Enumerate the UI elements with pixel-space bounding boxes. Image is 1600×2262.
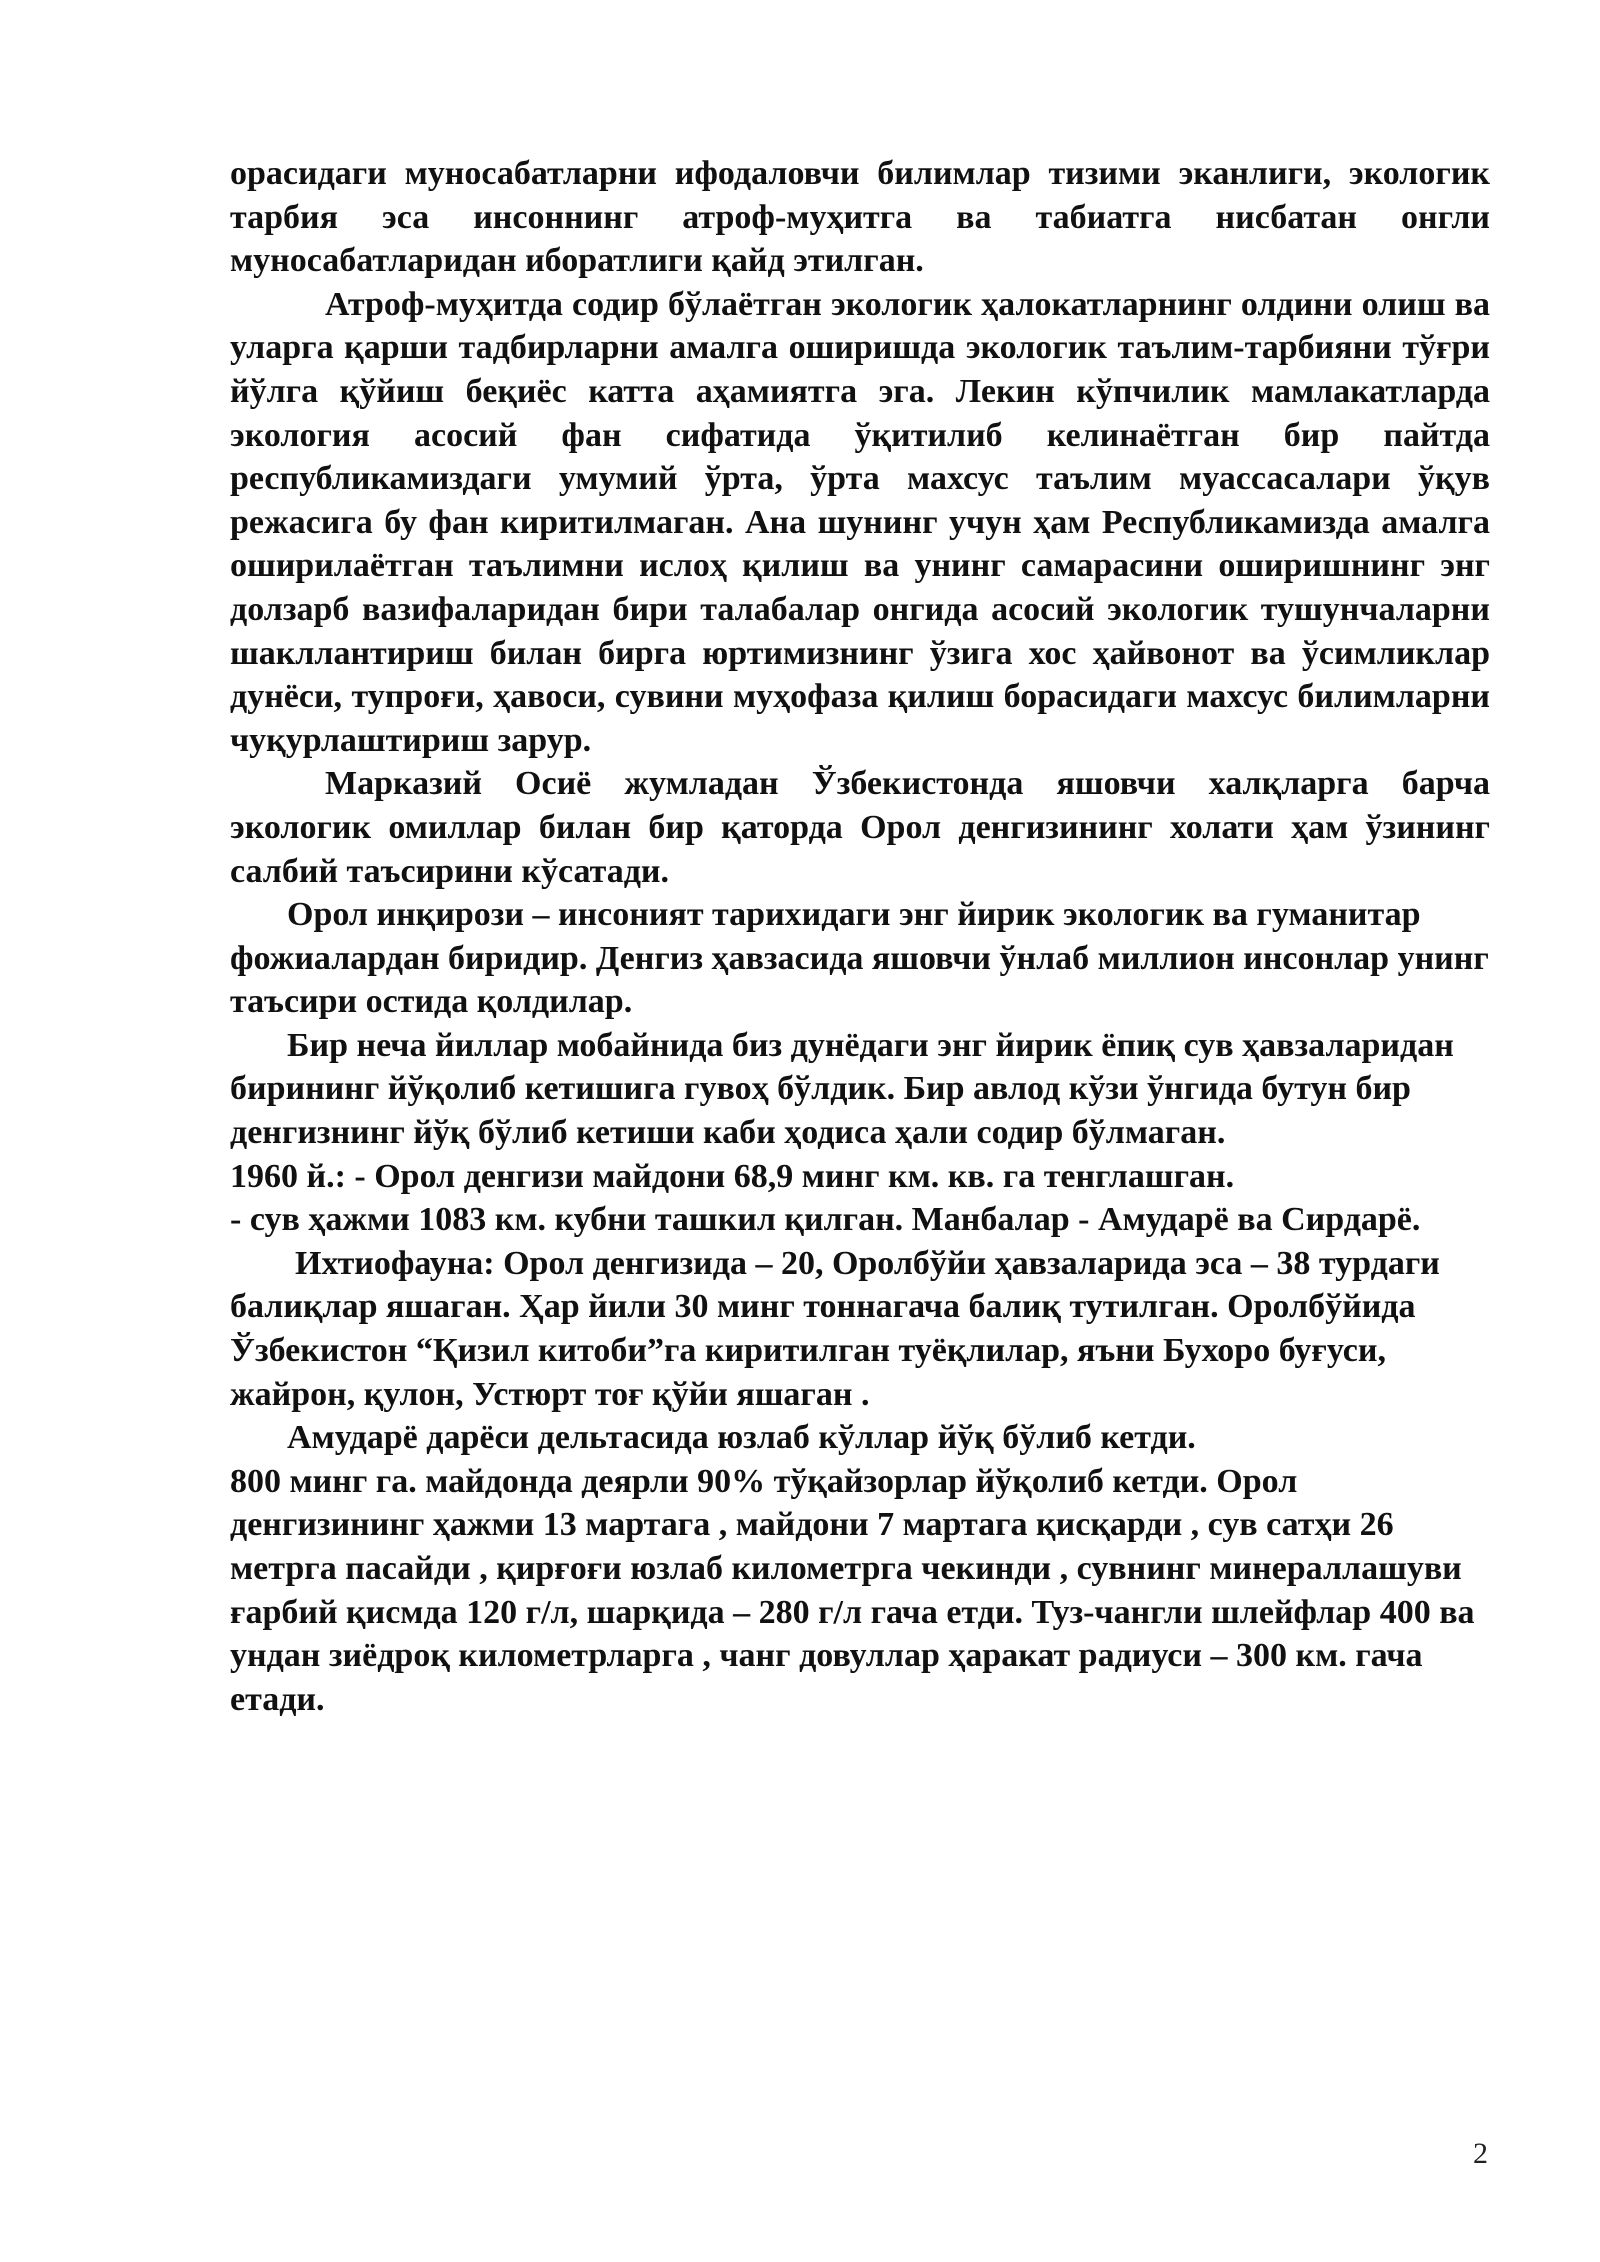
paragraph-ichthyofauna: Ихтиофауна: Орол денгизида – 20, Оролбўйи ҳавзаларида эса – 38 турдаги балиқлар яшаган. Ҳар йили 30 минг тоннагача балиқ тутилган. Оролбўйида Ўзбекистон “Қизил китоби”га киритилган туёқлилар, яъни Бухоро буғуси, жайрон, қулон, Устюрт тоғ қўйи яшаган . (230, 1244, 1440, 1413)
paragraph-statistics: 800 минг га. майдонда деярли 90% тўқайзорлар йўқолиб кетди. Орол денгизининг ҳажми 13 мартага , майдони 7 мартага қисқарди , сув сатҳи 26 метрга пасайди , қирғоғи юзлаб километрга чекинди , сувнинг минераллашуви ғарбий қисмда 120 г/л, шарқида – 280 г/л гача етди. Туз-чангли шлейфлар 400 ва ундан зиёдроқ километрларга , чанг довуллар ҳаракат радиуси – 300 км. гача етади. (230, 1462, 1475, 1718)
paragraph-amudarya-delta: Амударё дарёси дельтасида юзлаб кўллар йўқ бўлиб кетди. (287, 1419, 1196, 1457)
page-number: 2 (1473, 2137, 1488, 2170)
paragraph-disappearing-sea: Бир неча йиллар мобайнида биз дунёдаги энг йирик ёпиқ сув ҳавзаларидан бирининг йўқолиб кетишига гувоҳ бўлдик. Бир авлод кўзи ўнгида бутун бир денгизнинг йўқ бўлиб кетиши каби ҳодиса ҳали содир бўлмаган. (230, 1026, 1454, 1152)
paragraph-1960-area: 1960 й.: - Орол денгизи майдони 68,9 минг км. кв. га тенглашган. (230, 1157, 1235, 1195)
paragraph-environmental-education: Атроф-муҳитда содир бўлаётган экологик ҳалокатларнинг олдини олиш ва уларга қарши тадбирларни амалга оширишда экологик таълим-тарбияни тўғри йўлга қўйиш беқиёс катта аҳамиятга эга. Лекин кўпчилик мамлакатларда экология асосий фан сифатида ўқитилиб келинаётган бир пайтда республикамиздаги умумий ўрта, ўрта махсус таълим муассасалари ўқув режасига бу фан киритилмаган. Ана шунинг учун ҳам Республикамизда амалга оширилаётган таълимни ислоҳ қилиш ва унинг самарасини оширишнинг энг долзарб вазифаларидан бири талабалар онгида асосий экологик тушунчаларни шакллантириш билан бирга юртимизнинг ўзига хос ҳайвонот ва ўсимликлар дунёси, тупроғи, ҳавоси, сувини муҳофаза қилиш борасидаги махсус билимларни чуқурлаштириш зарур. (230, 285, 1490, 759)
paragraph-water-volume: - сув ҳажми 1083 км. кубни ташкил қилган. Манбалар - Амударё ва Сирдарё. (230, 1201, 1421, 1239)
paragraph-continuation: орасидаги муносабатларни ифодаловчи билимлар тизими эканлиги, экологик тарбия эса инсоннинг атроф-муҳитга ва табиатга нисбатан онгли муносабатларидан иборатлиги қайд этилган. (230, 155, 1490, 280)
paragraph-aral-crisis: Орол инқирози – инсоният тарихидаги энг йирик экологик ва гуманитар фожиалардан биридир. Денгиз ҳавзасида яшовчи ўнлаб миллион инсонлар унинг таъсири остида қолдилар. (230, 896, 1489, 1021)
paragraph-central-asia: Марказий Осиё жумладан Ўзбекистонда яшовчи халқларга барча экологик омиллар билан бир қаторда Орол денгизининг холати ҳам ўзининг салбий таъсирини кўсатади. (230, 765, 1490, 890)
body-text (230, 152, 1490, 1721)
